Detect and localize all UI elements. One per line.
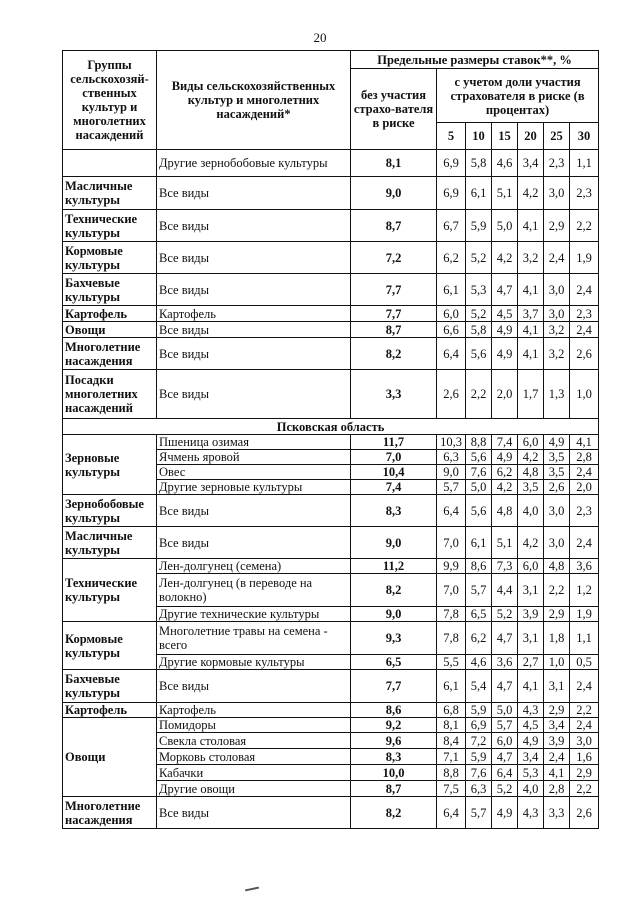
share-rate-30: 2,3 (570, 177, 599, 210)
share-rate-5: 7,0 (437, 574, 466, 607)
share-rate-25: 4,9 (544, 435, 570, 450)
share-rate-5: 10,3 (437, 435, 466, 450)
crop-group: Многолетние насаждения (63, 338, 157, 370)
share-rate-10: 7,6 (466, 765, 492, 781)
table-row (63, 306, 599, 322)
share-rate-25: 3,3 (544, 797, 570, 829)
share-rate-10: 5,3 (466, 274, 492, 306)
header-kind: Виды сельскохозяйственных культур и многолетних насаждений* (157, 51, 351, 150)
share-rate-25: 2,2 (544, 574, 570, 607)
crop-group: Бахчевые культуры (63, 670, 157, 703)
table-row (63, 559, 599, 574)
share-rate-10: 5,7 (466, 574, 492, 607)
share-rate-5: 6,7 (437, 210, 466, 242)
share-rate-15: 5,0 (492, 210, 518, 242)
share-rate-25: 2,4 (544, 242, 570, 274)
crop-kind: Все виды (157, 322, 351, 338)
base-rate: 3,3 (351, 370, 437, 419)
share-rate-30: 2,4 (570, 718, 599, 733)
share-rate-15: 7,3 (492, 559, 518, 574)
base-rate: 11,2 (351, 559, 437, 574)
share-rate-15: 4,7 (492, 622, 518, 655)
crop-kind: Все виды (157, 210, 351, 242)
crop-kind: Морковь столовая (157, 749, 351, 765)
share-rate-15: 4,7 (492, 749, 518, 765)
share-rate-30: 2,2 (570, 210, 599, 242)
crop-group: Овощи (63, 322, 157, 338)
header-base: без участия страхо-вателя в риске (351, 69, 437, 150)
share-rate-20: 5,3 (518, 765, 544, 781)
share-rate-30: 2,4 (570, 322, 599, 338)
share-rate-15: 3,6 (492, 655, 518, 670)
share-rate-20: 3,4 (518, 749, 544, 765)
crop-kind: Картофель (157, 306, 351, 322)
base-rate: 8,7 (351, 210, 437, 242)
share-rate-15: 5,7 (492, 718, 518, 733)
region-row (63, 419, 599, 435)
share-rate-30: 3,6 (570, 559, 599, 574)
share-rate-5: 2,6 (437, 370, 466, 419)
crop-kind: Лен-долгунец (семена) (157, 559, 351, 574)
share-rate-30: 1,9 (570, 242, 599, 274)
crop-kind: Пшеница озимая (157, 435, 351, 450)
share-rate-15: 4,9 (492, 338, 518, 370)
share-rate-25: 1,8 (544, 622, 570, 655)
crop-kind: Все виды (157, 670, 351, 703)
crop-kind: Свекла столовая (157, 733, 351, 749)
base-rate: 8,7 (351, 781, 437, 797)
share-rate-20: 6,0 (518, 435, 544, 450)
table-row (63, 495, 599, 527)
share-rate-20: 4,1 (518, 670, 544, 703)
base-rate: 8,6 (351, 703, 437, 718)
crop-kind: Все виды (157, 274, 351, 306)
share-rate-15: 6,4 (492, 765, 518, 781)
crop-kind: Все виды (157, 527, 351, 559)
share-rate-10: 5,8 (466, 150, 492, 177)
table-row (63, 322, 599, 338)
share-rate-15: 5,1 (492, 177, 518, 210)
share-rate-20: 3,4 (518, 150, 544, 177)
table-row (63, 370, 599, 419)
header-share-15: 15 (492, 123, 518, 150)
table-row (63, 718, 599, 733)
share-rate-10: 6,1 (466, 527, 492, 559)
share-rate-5: 6,9 (437, 177, 466, 210)
base-rate: 9,0 (351, 177, 437, 210)
base-rate: 7,7 (351, 274, 437, 306)
region-title: Псковская область (63, 419, 599, 435)
share-rate-15: 4,7 (492, 670, 518, 703)
share-rate-10: 5,9 (466, 703, 492, 718)
share-rate-5: 7,0 (437, 527, 466, 559)
share-rate-25: 3,0 (544, 495, 570, 527)
share-rate-25: 2,6 (544, 480, 570, 495)
share-rate-15: 4,2 (492, 242, 518, 274)
share-rate-25: 2,3 (544, 150, 570, 177)
share-rate-20: 4,1 (518, 338, 544, 370)
crop-group: Картофель (63, 306, 157, 322)
table-row (63, 435, 599, 450)
base-rate: 9,6 (351, 733, 437, 749)
share-rate-5: 5,5 (437, 655, 466, 670)
share-rate-25: 3,2 (544, 338, 570, 370)
table-row (63, 338, 599, 370)
share-rate-10: 6,1 (466, 177, 492, 210)
share-rate-25: 3,1 (544, 670, 570, 703)
share-rate-15: 5,2 (492, 607, 518, 622)
share-rate-10: 5,2 (466, 242, 492, 274)
share-rate-20: 3,7 (518, 306, 544, 322)
share-rate-5: 8,8 (437, 765, 466, 781)
share-rate-30: 2,4 (570, 465, 599, 480)
share-rate-20: 4,1 (518, 274, 544, 306)
share-rate-5: 7,8 (437, 622, 466, 655)
share-rate-25: 4,1 (544, 765, 570, 781)
share-rate-30: 2,9 (570, 765, 599, 781)
share-rate-5: 7,5 (437, 781, 466, 797)
share-rate-25: 3,0 (544, 274, 570, 306)
share-rate-25: 3,5 (544, 450, 570, 465)
base-rate: 10,4 (351, 465, 437, 480)
share-rate-20: 4,1 (518, 322, 544, 338)
crop-kind: Все виды (157, 495, 351, 527)
table-row (63, 670, 599, 703)
base-rate: 9,2 (351, 718, 437, 733)
crop-group: Масличные культуры (63, 177, 157, 210)
share-rate-20: 4,5 (518, 718, 544, 733)
share-rate-10: 5,9 (466, 210, 492, 242)
share-rate-15: 4,8 (492, 495, 518, 527)
insurance-rates-table (62, 50, 599, 829)
share-rate-5: 6,6 (437, 322, 466, 338)
crop-kind: Все виды (157, 338, 351, 370)
share-rate-30: 2,4 (570, 274, 599, 306)
share-rate-20: 3,1 (518, 574, 544, 607)
share-rate-20: 4,0 (518, 781, 544, 797)
crop-group: Овощи (63, 718, 157, 797)
share-rate-10: 5,6 (466, 338, 492, 370)
share-rate-25: 3,0 (544, 306, 570, 322)
header-share-25: 25 (544, 123, 570, 150)
share-rate-30: 2,2 (570, 781, 599, 797)
share-rate-5: 8,4 (437, 733, 466, 749)
share-rate-5: 7,8 (437, 607, 466, 622)
crop-kind: Ячмень яровой (157, 450, 351, 465)
share-rate-5: 6,1 (437, 670, 466, 703)
crop-group: Многолетние насаждения (63, 797, 157, 829)
header-share-30: 30 (570, 123, 599, 150)
share-rate-25: 1,3 (544, 370, 570, 419)
share-rate-10: 5,7 (466, 797, 492, 829)
share-rate-30: 2,6 (570, 338, 599, 370)
pen-mark (245, 887, 259, 892)
share-rate-10: 2,2 (466, 370, 492, 419)
share-rate-10: 4,6 (466, 655, 492, 670)
share-rate-30: 1,2 (570, 574, 599, 607)
crop-kind: Все виды (157, 370, 351, 419)
share-rate-25: 3,5 (544, 465, 570, 480)
base-rate: 7,4 (351, 480, 437, 495)
share-rate-30: 0,5 (570, 655, 599, 670)
share-rate-30: 2,3 (570, 306, 599, 322)
share-rate-30: 2,4 (570, 670, 599, 703)
share-rate-30: 2,8 (570, 450, 599, 465)
share-rate-10: 5,4 (466, 670, 492, 703)
crop-kind: Картофель (157, 703, 351, 718)
share-rate-20: 2,7 (518, 655, 544, 670)
share-rate-15: 4,4 (492, 574, 518, 607)
crop-kind: Помидоры (157, 718, 351, 733)
share-rate-30: 4,1 (570, 435, 599, 450)
share-rate-5: 9,9 (437, 559, 466, 574)
share-rate-20: 3,5 (518, 480, 544, 495)
share-rate-20: 4,9 (518, 733, 544, 749)
share-rate-5: 6,4 (437, 338, 466, 370)
share-rate-30: 2,3 (570, 495, 599, 527)
share-rate-5: 8,1 (437, 718, 466, 733)
share-rate-5: 5,7 (437, 480, 466, 495)
share-rate-15: 6,0 (492, 733, 518, 749)
base-rate: 11,7 (351, 435, 437, 450)
share-rate-10: 7,2 (466, 733, 492, 749)
share-rate-15: 4,9 (492, 450, 518, 465)
base-rate: 6,5 (351, 655, 437, 670)
base-rate: 9,0 (351, 527, 437, 559)
share-rate-15: 6,2 (492, 465, 518, 480)
share-rate-25: 1,0 (544, 655, 570, 670)
base-rate: 8,3 (351, 749, 437, 765)
table-row (63, 274, 599, 306)
page-number: 20 (313, 30, 327, 45)
base-rate: 7,7 (351, 670, 437, 703)
base-rate: 9,0 (351, 607, 437, 622)
share-rate-20: 4,2 (518, 177, 544, 210)
header-share: с учетом доли участия страхователя в риске (в процентах) (437, 69, 599, 123)
share-rate-5: 6,3 (437, 450, 466, 465)
share-rate-25: 2,9 (544, 210, 570, 242)
share-rate-20: 4,2 (518, 450, 544, 465)
base-rate: 8,2 (351, 797, 437, 829)
share-rate-10: 7,6 (466, 465, 492, 480)
share-rate-15: 5,2 (492, 781, 518, 797)
crop-kind: Другие кормовые культуры (157, 655, 351, 670)
header-share-10: 10 (466, 123, 492, 150)
crop-group: Посадки многолетних насаждений (63, 370, 157, 419)
crop-kind: Кабачки (157, 765, 351, 781)
share-rate-5: 9,0 (437, 465, 466, 480)
share-rate-5: 6,1 (437, 274, 466, 306)
share-rate-20: 1,7 (518, 370, 544, 419)
crop-kind: Все виды (157, 797, 351, 829)
share-rate-25: 3,0 (544, 527, 570, 559)
share-rate-5: 6,2 (437, 242, 466, 274)
table-row (63, 210, 599, 242)
share-rate-20: 4,3 (518, 797, 544, 829)
table-row (63, 527, 599, 559)
crop-group: Технические культуры (63, 210, 157, 242)
crop-kind: Многолетние травы на семена - всего (157, 622, 351, 655)
share-rate-30: 2,4 (570, 527, 599, 559)
crop-kind: Овес (157, 465, 351, 480)
share-rate-30: 1,1 (570, 622, 599, 655)
table-row (63, 622, 599, 655)
share-rate-15: 2,0 (492, 370, 518, 419)
crop-kind: Другие овощи (157, 781, 351, 797)
crop-group: Бахчевые культуры (63, 274, 157, 306)
crop-kind: Другие зернобобовые культуры (157, 150, 351, 177)
share-rate-10: 5,6 (466, 495, 492, 527)
share-rate-10: 5,0 (466, 480, 492, 495)
crop-group: Кормовые культуры (63, 242, 157, 274)
share-rate-25: 2,9 (544, 607, 570, 622)
share-rate-10: 8,8 (466, 435, 492, 450)
share-rate-10: 5,9 (466, 749, 492, 765)
share-rate-20: 4,8 (518, 465, 544, 480)
base-rate: 8,2 (351, 338, 437, 370)
base-rate: 9,3 (351, 622, 437, 655)
base-rate: 8,2 (351, 574, 437, 607)
share-rate-30: 1,1 (570, 150, 599, 177)
share-rate-25: 3,2 (544, 322, 570, 338)
share-rate-5: 7,1 (437, 749, 466, 765)
header-share-20: 20 (518, 123, 544, 150)
base-rate: 7,2 (351, 242, 437, 274)
share-rate-5: 6,0 (437, 306, 466, 322)
base-rate: 7,0 (351, 450, 437, 465)
share-rate-15: 4,9 (492, 322, 518, 338)
crop-group: Масличные культуры (63, 527, 157, 559)
share-rate-30: 1,9 (570, 607, 599, 622)
header-share-5: 5 (437, 123, 466, 150)
share-rate-15: 4,2 (492, 480, 518, 495)
share-rate-30: 1,0 (570, 370, 599, 419)
crop-group: Зерновые культуры (63, 435, 157, 495)
header-limits: Предельные размеры ставок**, % (351, 51, 599, 69)
share-rate-5: 6,9 (437, 150, 466, 177)
share-rate-30: 1,6 (570, 749, 599, 765)
share-rate-20: 4,2 (518, 527, 544, 559)
share-rate-20: 3,9 (518, 607, 544, 622)
table-row (63, 703, 599, 718)
share-rate-30: 2,0 (570, 480, 599, 495)
share-rate-20: 4,3 (518, 703, 544, 718)
share-rate-15: 4,9 (492, 797, 518, 829)
header-group: Группы сельскохозяй-ственных культур и многолетних насаждений (63, 51, 157, 150)
share-rate-20: 4,0 (518, 495, 544, 527)
share-rate-20: 6,0 (518, 559, 544, 574)
share-rate-20: 4,1 (518, 210, 544, 242)
share-rate-25: 2,4 (544, 749, 570, 765)
crop-group: Зернобобовые культуры (63, 495, 157, 527)
share-rate-30: 3,0 (570, 733, 599, 749)
share-rate-5: 6,8 (437, 703, 466, 718)
share-rate-10: 6,2 (466, 622, 492, 655)
share-rate-20: 3,2 (518, 242, 544, 274)
share-rate-25: 3,0 (544, 177, 570, 210)
share-rate-10: 8,6 (466, 559, 492, 574)
share-rate-10: 6,5 (466, 607, 492, 622)
share-rate-15: 5,0 (492, 703, 518, 718)
share-rate-25: 3,9 (544, 733, 570, 749)
table-row (63, 150, 599, 177)
table-row (63, 797, 599, 829)
table-row (63, 177, 599, 210)
share-rate-5: 6,4 (437, 797, 466, 829)
share-rate-25: 3,4 (544, 718, 570, 733)
share-rate-10: 5,2 (466, 306, 492, 322)
share-rate-30: 2,2 (570, 703, 599, 718)
share-rate-10: 5,8 (466, 322, 492, 338)
crop-group (63, 150, 157, 177)
share-rate-25: 2,9 (544, 703, 570, 718)
share-rate-10: 6,9 (466, 718, 492, 733)
base-rate: 7,7 (351, 306, 437, 322)
table-row (63, 242, 599, 274)
crop-kind: Все виды (157, 242, 351, 274)
base-rate: 10,0 (351, 765, 437, 781)
share-rate-15: 4,6 (492, 150, 518, 177)
share-rate-25: 4,8 (544, 559, 570, 574)
base-rate: 8,3 (351, 495, 437, 527)
share-rate-15: 7,4 (492, 435, 518, 450)
share-rate-20: 3,1 (518, 622, 544, 655)
share-rate-15: 5,1 (492, 527, 518, 559)
base-rate: 8,1 (351, 150, 437, 177)
crop-group: Картофель (63, 703, 157, 718)
crop-kind: Все виды (157, 177, 351, 210)
share-rate-15: 4,7 (492, 274, 518, 306)
crop-kind: Другие зерновые культуры (157, 480, 351, 495)
share-rate-30: 2,6 (570, 797, 599, 829)
share-rate-10: 5,6 (466, 450, 492, 465)
share-rate-5: 6,4 (437, 495, 466, 527)
share-rate-10: 6,3 (466, 781, 492, 797)
crop-kind: Другие технические культуры (157, 607, 351, 622)
crop-kind: Лен-долгунец (в переводе на волокно) (157, 574, 351, 607)
crop-group: Технические культуры (63, 559, 157, 622)
share-rate-25: 2,8 (544, 781, 570, 797)
crop-group: Кормовые культуры (63, 622, 157, 670)
base-rate: 8,7 (351, 322, 437, 338)
share-rate-15: 4,5 (492, 306, 518, 322)
